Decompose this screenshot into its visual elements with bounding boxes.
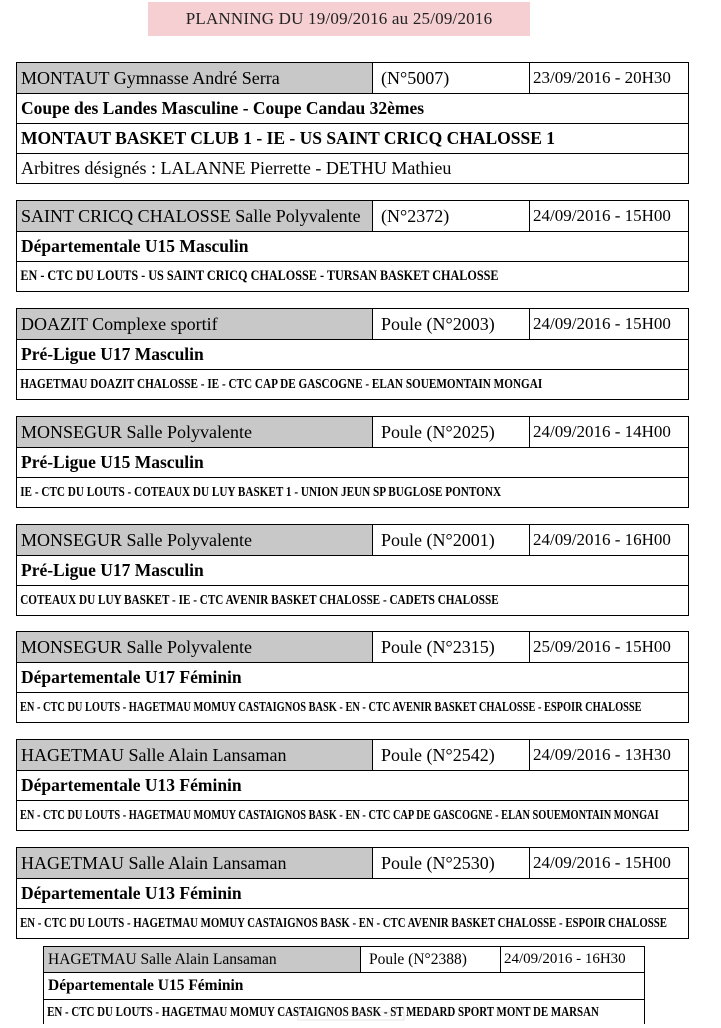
match-code: Poule (N°2315) [373,632,530,662]
match-datetime: 23/09/2016 - 20H30 [533,68,671,87]
match-datetime: 24/09/2016 - 16H30 [504,951,626,967]
match-header [17,63,688,94]
match-venue: MONTAUT Gymnasse André Serra [17,63,373,93]
match-card [16,416,689,508]
match-teams: MONTAUT BASKET CLUB 1 - IE - US SAINT CRICQ CHALOSSE 1 [17,124,688,154]
faint-watermark-stamp [296,1009,406,1023]
match-card [16,524,689,616]
match-header [17,848,688,879]
match-datetime: 24/09/2016 - 15H00 [533,853,671,872]
match-card [16,308,689,400]
match-competition: Pré-Ligue U15 Masculin [17,448,688,478]
match-teams: EN - CTC DU LOUTS - HAGETMAU MOMUY CASTAIGNOS BASK - EN - CTC AVENIR BASKET CHALOSSE - ESPOIR CHALOSSE [19,700,642,715]
match-datetime: 25/09/2016 - 15H00 [533,637,671,656]
match-datetime: 24/09/2016 - 15H00 [533,206,671,225]
page-title: PLANNING DU 19/09/2016 au 25/09/2016 [148,2,530,36]
match-header [17,201,688,232]
match-venue: HAGETMAU Salle Alain Lansaman [17,740,373,770]
match-venue: MONSEGUR Salle Polyvalente [17,417,373,447]
match-venue: MONSEGUR Salle Polyvalente [17,632,373,662]
match-card [16,847,689,939]
match-code: Poule (N°2001) [373,525,530,555]
match-venue: DOAZIT Complexe sportif [17,309,373,339]
match-competition: Départementale U13 Féminin [17,879,688,909]
match-competition: Pré-Ligue U17 Masculin [17,556,688,586]
match-header [17,525,688,556]
match-venue: MONSEGUR Salle Polyvalente [17,525,373,555]
match-venue: SAINT CRICQ CHALOSSE Salle Polyvalente [17,201,373,231]
match-code: (N°2372) [373,201,530,231]
match-competition: Départementale U13 Féminin [17,771,688,801]
match-teams: IE - CTC DU LOUTS - COTEAUX DU LUY BASKET 1 - UNION JEUN SP BUGLOSE PONTONX [20,485,502,500]
match-teams: EN - CTC DU LOUTS - HAGETMAU MOMUY CASTAIGNOS BASK - ST MEDARD SPORT MONT DE MARSAN [47,1005,599,1020]
match-header [17,632,688,663]
match-teams: EN - CTC DU LOUTS - HAGETMAU MOMUY CASTAIGNOS BASK - EN - CTC AVENIR BASKET CHALOSSE - ESPOIR CHALOSSE [20,916,667,931]
match-header [44,947,644,973]
match-card [16,739,689,831]
match-code: Poule (N°2003) [373,309,530,339]
match-teams: COTEAUX DU LUY BASKET - IE - CTC AVENIR BASKET CHALOSSE - CADETS CHALOSSE [20,593,499,608]
match-competition: Coupe des Landes Masculine - Coupe Candau 32èmes [17,94,688,124]
match-datetime: 24/09/2016 - 16H00 [533,530,671,549]
match-teams: EN - CTC DU LOUTS - US SAINT CRICQ CHALOSSE - TURSAN BASKET CHALOSSE [20,268,499,284]
match-competition: Pré-Ligue U17 Masculin [17,340,688,370]
match-card [16,200,689,292]
match-teams: EN - CTC DU LOUTS - HAGETMAU MOMUY CASTAIGNOS BASK - EN - CTC CAP DE GASCOGNE - ELAN SOUEMONTAIN MONGAI [19,808,659,823]
match-code: Poule (N°2530) [373,848,530,878]
match-datetime: 24/09/2016 - 14H00 [533,422,671,441]
match-header [17,740,688,771]
match-code: Poule (N°2025) [373,417,530,447]
match-code: (N°5007) [373,63,530,93]
match-referees: Arbitres désignés : LALANNE Pierrette - DETHU Mathieu [21,158,452,178]
match-competition: Départementale U15 Féminin [44,973,644,1000]
match-code: Poule (N°2542) [373,740,530,770]
match-header [17,417,688,448]
match-datetime: 24/09/2016 - 15H00 [533,314,671,333]
match-teams: HAGETMAU DOAZIT CHALOSSE - IE - CTC CAP DE GASCOGNE - ELAN SOUEMONTAIN MONGAI [20,377,543,392]
match-datetime: 24/09/2016 - 13H30 [533,745,671,764]
match-competition: Départementale U17 Féminin [17,663,688,693]
match-card [16,62,689,184]
match-header [17,309,688,340]
match-venue: HAGETMAU Salle Alain Lansaman [44,947,361,972]
match-competition: Départementale U15 Masculin [17,232,688,262]
match-code: Poule (N°2388) [361,947,501,972]
watermark-mark [296,1009,406,1023]
match-card [16,631,689,723]
match-venue: HAGETMAU Salle Alain Lansaman [17,848,373,878]
